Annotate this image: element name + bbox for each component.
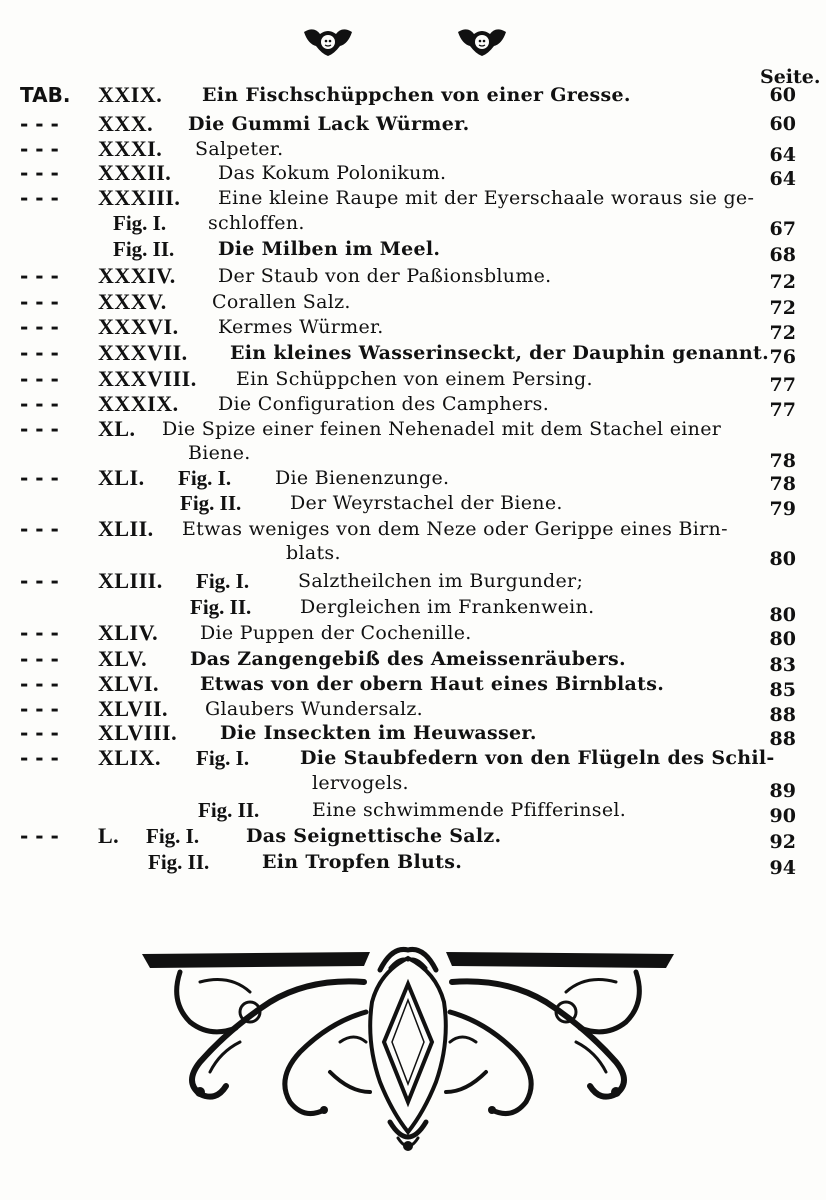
- toc-row: [0, 391, 826, 421]
- toc-title: Die Spize einer feinen Nehenadel mit dem Stachel einer: [162, 418, 722, 440]
- toc-prefix: - - -: [20, 186, 59, 210]
- toc-row: [0, 111, 826, 137]
- toc-row: [0, 849, 826, 879]
- toc-figure-label: Fig. I.: [146, 824, 200, 848]
- toc-page-number: 92: [769, 831, 796, 853]
- toc-title: Glaubers Wundersalz.: [205, 698, 424, 720]
- toc-row: [0, 314, 826, 344]
- toc-prefix: - - -: [20, 746, 59, 770]
- toc-prefix: - - -: [20, 721, 59, 745]
- toc-page-number: 68: [769, 244, 796, 266]
- toc-title: Corallen Salz.: [212, 291, 351, 313]
- toc-tab-number: XXXII.: [98, 160, 172, 185]
- toc-prefix: - - -: [20, 290, 59, 314]
- toc-page-number: 67: [769, 218, 796, 240]
- toc-figure-label: Fig. I.: [178, 466, 232, 490]
- toc-row: [0, 366, 826, 396]
- toc-tab-number: XXXIV.: [98, 263, 176, 288]
- toc-tab-number: XLIX.: [98, 745, 162, 770]
- toc-figure-label: Fig. II.: [190, 595, 252, 619]
- toc-tab-number: XXXIX.: [98, 391, 179, 416]
- page-column-header: Seite.: [760, 66, 821, 88]
- toc-row: [0, 289, 826, 319]
- toc-page-number: 94: [769, 857, 796, 879]
- toc-row: [0, 236, 826, 266]
- toc-prefix: - - -: [20, 392, 59, 416]
- toc-page-number: 83: [769, 654, 796, 676]
- toc-title: Die Bienenzunge.: [275, 467, 450, 489]
- toc-title: Der Staub von der Paßionsblume.: [218, 265, 552, 287]
- toc-title: Ein Fischschüppchen von einer Gresse.: [202, 84, 631, 106]
- toc-figure-label: Fig. I.: [113, 211, 167, 235]
- toc-row: [0, 263, 826, 293]
- toc-prefix: - - -: [20, 417, 59, 441]
- toc-tab-number: XXXVI.: [98, 314, 179, 339]
- toc-title: Dergleichen im Frankenwein.: [300, 596, 595, 618]
- toc-prefix: - - -: [20, 315, 59, 339]
- toc-page-number: 64: [769, 168, 796, 190]
- toc-row: [0, 696, 826, 726]
- toc-row: [0, 136, 826, 166]
- toc-tab-number: XXXVIII.: [98, 366, 197, 391]
- toc-tab-number: XXX.: [98, 111, 154, 136]
- toc-page-number: 80: [769, 548, 796, 570]
- toc-prefix: - - -: [20, 672, 59, 696]
- toc-figure-label: Fig. II.: [113, 237, 175, 261]
- toc-page-number: 77: [769, 374, 796, 396]
- toc-prefix: - - -: [20, 569, 59, 593]
- toc-page-number: 72: [769, 297, 796, 319]
- toc-title: blats.: [286, 542, 341, 564]
- toc-page-number: 72: [769, 271, 796, 293]
- toc-tab-number: XLII.: [98, 516, 154, 541]
- toc-tab-number: XXIX.: [98, 82, 163, 107]
- toc-title: Salztheilchen im Burgunder;: [298, 570, 584, 592]
- toc-row: [0, 160, 826, 190]
- toc-row: [0, 568, 826, 594]
- toc-row: [0, 770, 826, 802]
- toc-tab-number: XXXIII.: [98, 185, 181, 210]
- toc-page-number: 78: [769, 473, 796, 495]
- toc-page-number: 90: [769, 805, 796, 827]
- toc-page-number: 64: [769, 144, 796, 166]
- toc-title: Die Milben im Meel.: [218, 238, 441, 260]
- toc-title: Das Kokum Polonikum.: [218, 162, 447, 184]
- toc-prefix: - - -: [20, 137, 59, 161]
- toc-figure-label: Fig. II.: [180, 491, 242, 515]
- toc-row: [0, 340, 826, 366]
- toc-row: [0, 516, 826, 542]
- toc-row: [0, 671, 826, 701]
- toc-title: Die Gummi Lack Würmer.: [188, 113, 470, 135]
- toc-prefix: - - -: [20, 161, 59, 185]
- toc-row: [0, 745, 826, 771]
- toc-page-number: 79: [769, 498, 796, 520]
- toc-row: [0, 490, 826, 520]
- toc-title: Das Zangengebiß des Ameissenräubers.: [190, 648, 626, 670]
- toc-tab-number: XLVII.: [98, 696, 169, 721]
- toc-title: Die Configuration des Camphers.: [218, 393, 550, 415]
- toc-page-number: 80: [769, 628, 796, 650]
- toc-row: [0, 440, 826, 472]
- toc-title: Das Seignettische Salz.: [246, 825, 502, 847]
- toc-row: [0, 646, 826, 676]
- toc-title: Biene.: [188, 442, 251, 464]
- toc-row: [0, 465, 826, 495]
- toc-row: [0, 540, 826, 570]
- toc-prefix: - - -: [20, 341, 59, 365]
- toc-title: lervogels.: [312, 772, 409, 794]
- toc-tab-number: L.: [98, 823, 120, 848]
- toc-page-number: 60: [769, 113, 796, 135]
- toc-row: [0, 82, 826, 108]
- toc-page-number: 88: [769, 728, 796, 750]
- toc-page-number: 77: [769, 399, 796, 421]
- head-ornament-right-icon: [454, 24, 510, 60]
- toc-page-number: 85: [769, 679, 796, 701]
- toc-prefix: - - -: [20, 647, 59, 671]
- toc-tab-number: XLIV.: [98, 620, 159, 645]
- toc-figure-label: Fig. II.: [148, 850, 210, 874]
- toc-page-number: 60: [769, 84, 796, 106]
- toc-title: Etwas weniges von dem Neze oder Gerippe eines Birn-: [182, 518, 728, 540]
- toc-tab-number: XLVI.: [98, 671, 159, 696]
- toc-title: Ein kleines Wasserinseckt, der Dauphin genannt.: [230, 342, 770, 364]
- toc-tab-number: XLVIII.: [98, 720, 178, 745]
- toc-row: [0, 416, 826, 442]
- toc-figure-label: Fig. II.: [198, 798, 260, 822]
- toc-page-number: 89: [769, 780, 796, 802]
- toc-title: Ein Schüppchen von einem Persing.: [236, 368, 593, 390]
- toc-page-number: 88: [769, 704, 796, 726]
- toc-row: [0, 185, 826, 211]
- toc-title: Die Puppen der Cochenille.: [200, 622, 472, 644]
- toc-row: [0, 797, 826, 827]
- toc-prefix: TAB.: [20, 83, 71, 107]
- toc-row: [0, 620, 826, 650]
- toc-title: Etwas von der obern Haut eines Birnblats.: [200, 673, 665, 695]
- toc-tab-number: XXXI.: [98, 136, 163, 161]
- toc-tab-number: XXXV.: [98, 289, 167, 314]
- toc-title: Kermes Würmer.: [218, 316, 384, 338]
- toc-tab-number: XXXVII.: [98, 340, 188, 365]
- toc-tab-number: XL.: [98, 416, 136, 441]
- toc-tab-number: XLV.: [98, 646, 148, 671]
- toc-page-number: 76: [769, 346, 796, 368]
- toc-prefix: - - -: [20, 621, 59, 645]
- toc-figure-label: Fig. I.: [196, 746, 250, 770]
- toc-prefix: - - -: [20, 517, 59, 541]
- toc-title: Die Staubfedern von den Flügeln des Schil-: [300, 747, 775, 769]
- toc-title: Eine schwimmende Pfifferinsel.: [312, 799, 627, 821]
- toc-title: Eine kleine Raupe mit der Eyerschaale woraus sie ge-: [218, 187, 755, 209]
- toc-row: [0, 594, 826, 626]
- head-ornament-left-icon: [300, 24, 356, 60]
- toc-prefix: - - -: [20, 367, 59, 391]
- toc-tab-number: XLIII.: [98, 568, 163, 593]
- toc-row: [0, 823, 826, 853]
- toc-title: Die Inseckten im Heuwasser.: [220, 722, 537, 744]
- toc-prefix: - - -: [20, 466, 59, 490]
- toc-figure-label: Fig. I.: [196, 569, 250, 593]
- toc-prefix: - - -: [20, 112, 59, 136]
- toc-title: Salpeter.: [195, 138, 284, 160]
- toc-title: Ein Tropfen Bluts.: [262, 851, 463, 873]
- toc-title: schloffen.: [208, 212, 305, 234]
- toc-prefix: - - -: [20, 264, 59, 288]
- toc-tab-number: XLI.: [98, 465, 145, 490]
- toc-page-number: 80: [769, 604, 796, 626]
- toc-prefix: - - -: [20, 824, 59, 848]
- toc-row: [0, 210, 826, 240]
- toc-page-number: 72: [769, 322, 796, 344]
- toc-row: [0, 720, 826, 750]
- baroque-vignette-ornament-icon: [140, 942, 676, 1157]
- toc-prefix: - - -: [20, 697, 59, 721]
- toc-page-number: 78: [769, 450, 796, 472]
- toc-title: Der Weyrstachel der Biene.: [290, 492, 563, 514]
